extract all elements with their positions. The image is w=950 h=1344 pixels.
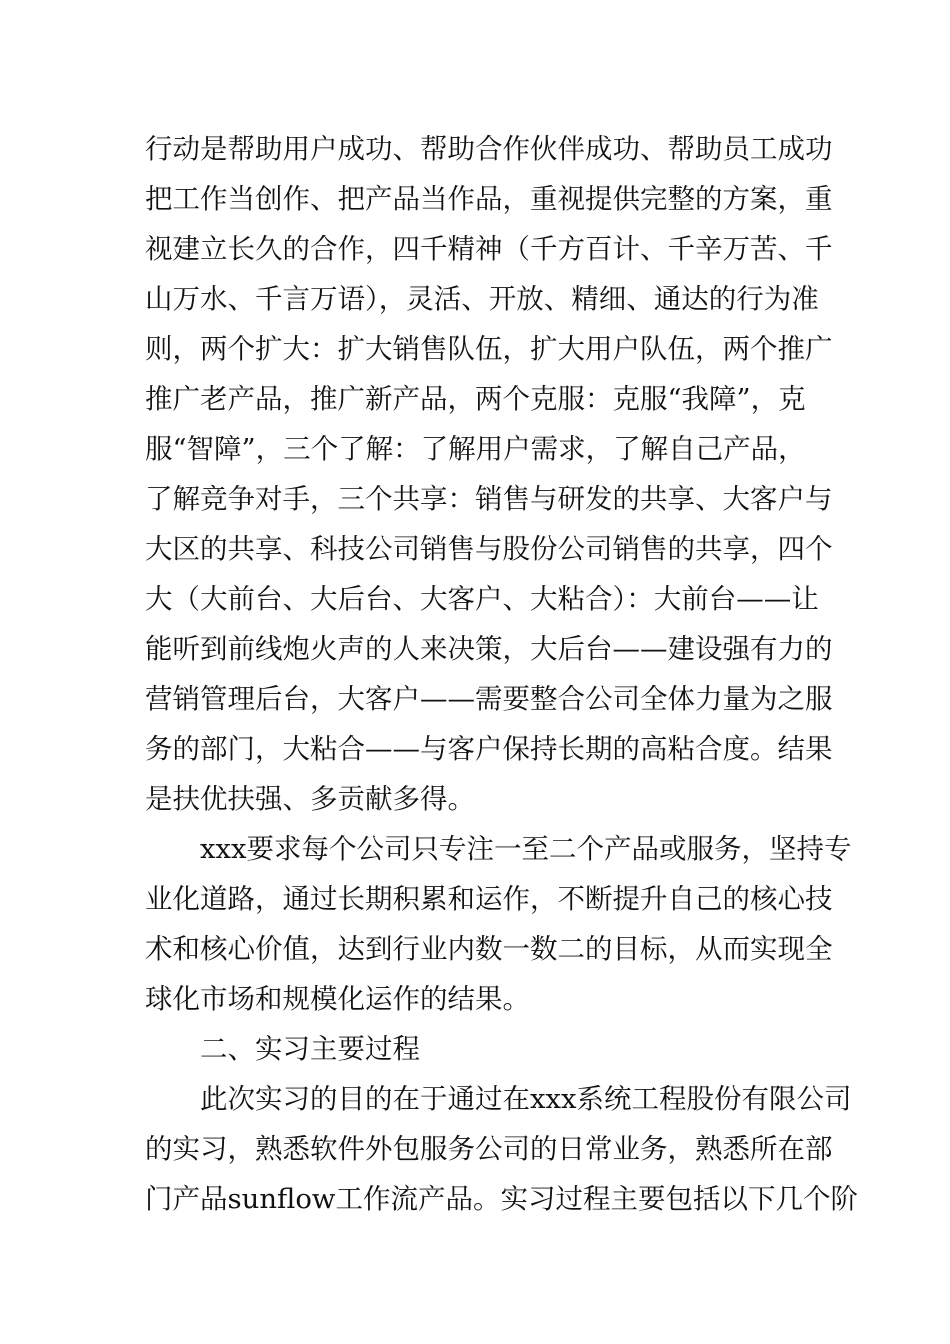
text-line: 把工作当创作、把产品当作品，重视提供完整的方案，重 <box>145 183 833 215</box>
text-line: 门产品sunflow工作流产品。实习过程主要包括以下几个阶 <box>145 1183 858 1215</box>
text-line: 行动是帮助用户成功、帮助合作伙伴成功、帮助员工成功 <box>145 133 833 165</box>
text-line: 业化道路，通过长期积累和运作，不断提升自己的核心技 <box>145 883 833 915</box>
text-line: 营销管理后台，大客户——需要整合公司全体力量为之服 <box>145 683 833 715</box>
text-line: 球化市场和规模化运作的结果。 <box>145 983 530 1015</box>
text-line: 是扶优扶强、多贡献多得。 <box>145 783 475 815</box>
section-heading <box>145 1024 805 1074</box>
text-line: 推广老产品，推广新产品，两个克服：克服“我障”，克 <box>145 383 806 415</box>
text-line: 的实习，熟悉软件外包服务公司的日常业务，熟悉所在部 <box>145 1133 833 1165</box>
heading-text: 二、实习主要过程 <box>200 1033 420 1065</box>
paragraph-values <box>145 124 833 824</box>
text-line: 山万水、千言万语），灵活、开放、精细、通达的行为准 <box>145 283 819 315</box>
paragraph-internship-purpose <box>145 1074 858 1224</box>
paragraph-specialization <box>145 824 852 1024</box>
text-line: 服“智障”，三个了解：了解用户需求，了解自己产品， <box>145 433 806 465</box>
text-line: 术和核心价值，达到行业内数一数二的目标，从而实现全 <box>145 933 833 965</box>
text-line: 务的部门，大粘合——与客户保持长期的高粘合度。结果 <box>145 733 833 765</box>
text-line: 此次实习的目的在于通过在xxx系统工程股份有限公司 <box>200 1083 852 1115</box>
document-page <box>145 124 858 1224</box>
text-line: 视建立长久的合作，四千精神（千方百计、千辛万苦、千 <box>145 233 833 265</box>
text-line: 能听到前线炮火声的人来决策，大后台——建设强有力的 <box>145 633 833 665</box>
text-line: 则，两个扩大：扩大销售队伍，扩大用户队伍，两个推广 <box>145 333 833 365</box>
text-line: 大（大前台、大后台、大客户、大粘合）：大前台——让 <box>145 583 819 615</box>
text-line: 大区的共享、科技公司销售与股份公司销售的共享，四个 <box>145 533 833 565</box>
text-line: 了解竞争对手，三个共享：销售与研发的共享、大客户与 <box>145 483 833 515</box>
text-line: xxx要求每个公司只专注一至二个产品或服务，坚持专 <box>200 833 852 865</box>
